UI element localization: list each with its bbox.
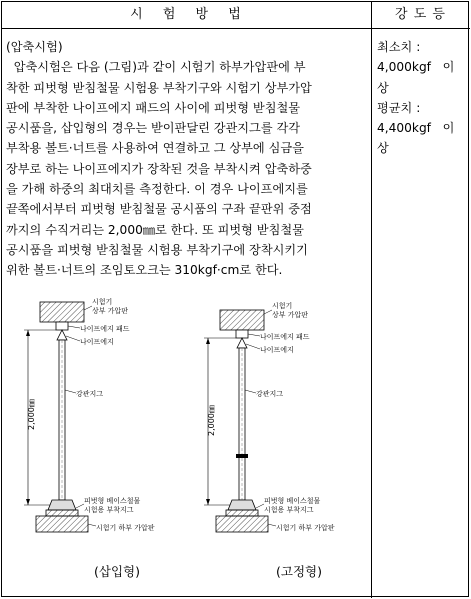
label-knife-pad: 나이프에지 패드 (260, 333, 310, 341)
upper-platen (40, 302, 84, 322)
lower-platen (36, 516, 88, 532)
knife-pad (236, 330, 248, 338)
method-column-header: 시 험 방 법 (130, 7, 242, 22)
label-base-1: 피벗형 베이스철물 (264, 497, 321, 505)
strength-line: 4,400kgf 이 (377, 121, 455, 136)
knife-edge (237, 338, 247, 348)
label-upper-platen-2: 상부 가압판 (92, 307, 129, 315)
label-pipe-jig: 강관지그 (76, 390, 104, 398)
caption-insertion-type: (삽입형) (94, 564, 140, 579)
label-upper-platen-1: 시험기 (92, 298, 113, 306)
label-knife-edge: 나이프에지 (80, 338, 114, 346)
method-line: 장부로 하는 나이프에지가 장착된 것을 부착시켜 압축하중 (6, 161, 312, 176)
method-line: 위한 볼트·너트의 조임토오크는 310kgf·cm로 한다. (6, 263, 283, 278)
strength-line: 최소치 : (377, 40, 421, 54)
method-line: 끝쪽에서부터 피벗형 받침철물 공시품의 구좌 끝판위 중점 (6, 202, 312, 217)
label-knife-edge: 나이프에지 (260, 346, 294, 354)
upper-platen (220, 310, 264, 330)
method-line: 착한 피벗형 받침철물 시험용 부착기구와 시험기 상부가압 (6, 80, 312, 95)
pivot-base (48, 500, 76, 510)
figure-insertion-type (0, 290, 190, 555)
method-text (6, 37, 366, 281)
strength-line: 상 (377, 80, 389, 95)
lower-platen (216, 516, 268, 532)
label-lower-platen: 시험기 하부 가압판 (276, 524, 335, 532)
method-line: 압축시험은 다음 (그림)과 같이 시험기 하부가압판에 부 (6, 60, 306, 75)
dimension-label: 2,000㎜ (207, 405, 216, 436)
strength-column-header: 강 도 등 (395, 7, 446, 22)
method-line: 부착용 볼트·너트를 사용하여 연결하고 그 상부에 심금을 (6, 141, 304, 156)
header-divider (1, 28, 470, 29)
label-base-2: 시험용 부착지그 (84, 506, 134, 514)
label-knife-pad: 나이프에지 패드 (80, 325, 130, 333)
test-fixture (46, 510, 78, 516)
knife-pad (56, 322, 68, 330)
label-lower-platen: 시험기 하부 가압판 (96, 524, 155, 532)
label-upper-platen-2: 상부 가압판 (272, 311, 309, 319)
label-base-1: 피벗형 베이스철물 (84, 497, 141, 505)
label-upper-platen-1: 시험기 (272, 302, 293, 310)
dimension-label: 2,000㎜ (27, 399, 36, 430)
section-title: (압축시험) (6, 40, 63, 54)
method-line: 을 가해 하중의 최대치를 측정한다. 이 경우 나이프에지를 (6, 182, 308, 197)
label-pipe-jig: 강관지그 (256, 390, 284, 398)
strength-line: 상 (377, 141, 389, 156)
strength-line: 4,000kgf 이 (377, 60, 455, 75)
figure-fixed-type (180, 290, 370, 555)
label-base-2: 시험용 부착지그 (264, 506, 314, 514)
strength-line: 평균치 : (377, 100, 421, 115)
pivot-base (228, 500, 256, 510)
strength-text (377, 37, 467, 159)
method-line: 공시품을 피벗형 받침철물 시험용 부착기구에 장착시키기 (6, 242, 308, 257)
test-fixture (226, 510, 258, 516)
pipe-joint (236, 454, 248, 458)
knife-edge (57, 330, 67, 340)
caption-fixed-type: (고정형) (276, 564, 322, 579)
method-line: 까지의 수직거리는 2,000㎜로 한다. 또 피벗형 받침철물 (6, 222, 304, 237)
column-divider (371, 1, 372, 598)
method-line: 공시품을, 삽입형의 경우는 받이판달린 강관지그를 각각 (6, 121, 301, 136)
method-line: 판에 부착한 나이프에지 패드의 사이에 피벗형 받침철물 (6, 100, 301, 115)
